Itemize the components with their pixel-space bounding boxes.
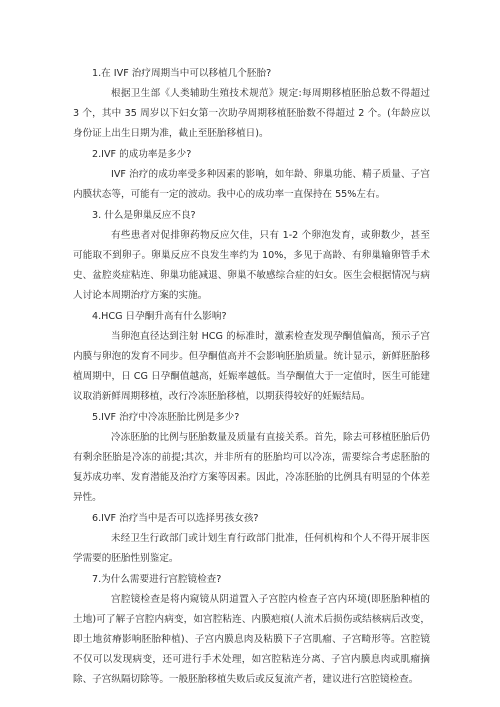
answer-paragraph: 有些患者对促排卵药物反应欠佳，只有 1-2 个卵泡发育，或卵数少，甚至可能取不到卵子。卵巢反应不良发生率约为 10%，多见于高龄、有卵巢输卵管手术史、盆腔炎症粘连、卵巢功能减退、卵巢不敏感综合症的妇女。医生会根据情况与病人讨论本周期治疗方案的实施。 bbox=[73, 230, 430, 301]
faq-item-4 bbox=[73, 307, 430, 407]
question-heading: 1.在 IVF 治疗周期当中可以移植几个胚胎? bbox=[92, 68, 272, 79]
faq-item-1 bbox=[73, 64, 430, 144]
faq-item-5 bbox=[73, 408, 430, 508]
faq-item-2 bbox=[73, 145, 430, 205]
answer-paragraph: 宫腔镜检查是将内窥镜从阴道置入子宫腔内检查子宫内环境(即胚胎种植的土地)可了解子宫腔内病变，如宫腔粘连、内膜疤痕(人流术后损伤或结核病后改变，即土地贫瘠影响胚胎种植)、子宫内膜息肉及粘膜下子宫肌瘤、子宫畸形等。宫腔镜不仅可以发现病变，还可进行手术处理，如宫腔粘连分离、子宫内膜息肉或肌瘤摘除、子宫纵隔切除等。一般胚胎移植失败后或反复流产者，建议进行宫腔镜检查。 bbox=[73, 594, 430, 685]
question-heading: 7.为什么需要进行宫腔镜检查? bbox=[92, 574, 222, 585]
question-heading: 3. 什么是卵巢反应不良? bbox=[92, 210, 196, 221]
answer-paragraph: IVF 治疗的成功率受多种因素的影响，如年龄、卵巢功能、精子质量、子宫内膜状态等，可能有一定的波动。我中心的成功率一直保持在 55%左右。 bbox=[73, 169, 430, 200]
question-heading: 4.HCG 日孕酮升高有什么影响? bbox=[92, 311, 227, 322]
answer-paragraph: 根据卫生部《人类辅助生殖技术规范》规定:每周期移植胚胎总数不得超过 3 个，其中 35 周岁以下妇女第一次助孕周期移植胚胎数不得超过 2 个。(年龄应以身份证上出生日期为准，截止至胚胎移植日)。 bbox=[73, 88, 430, 139]
question-heading: 5.IVF 治疗中冷冻胚胎比例是多少? bbox=[92, 412, 240, 423]
answer-paragraph: 未经卫生行政部门或计划生育行政部门批准，任何机构和个人不得开展非医学需要的胚胎性别鉴定。 bbox=[73, 533, 430, 564]
answer-paragraph: 冷冻胚胎的比例与胚胎数量及质量有直接关系。首先，除去可移植胚胎后仍有剩余胚胎是冷冻的前提;其次，并非所有的胚胎均可以冷冻，需要综合考虑胚胎的复苏成功率、发育潜能及治疗方案等因素。因此，冷冻胚胎的比例具有明显的个体差异性。 bbox=[73, 432, 430, 503]
question-heading: 6.IVF 治疗当中是否可以选择男孩女孩? bbox=[92, 513, 259, 524]
question-heading: 2.IVF 的成功率是多少? bbox=[92, 149, 192, 160]
faq-item-3 bbox=[73, 206, 430, 306]
faq-item-6 bbox=[73, 509, 430, 569]
answer-paragraph: 当卵泡直径达到注射 HCG 的标准时，激素检查发现孕酮值偏高，预示子宫内膜与卵泡的发育不同步。但孕酮值高并不会影响胚胎质量。统计显示，新鲜胚胎移植周期中，日 CG 日孕酮值越高，妊娠率越低。当孕酮值大于一定值时，医生可能建议取消新鲜周期移植，改行冷冻胚胎移植，以期获得较好的妊娠结局。 bbox=[73, 331, 430, 402]
faq-item-7 bbox=[73, 570, 430, 690]
